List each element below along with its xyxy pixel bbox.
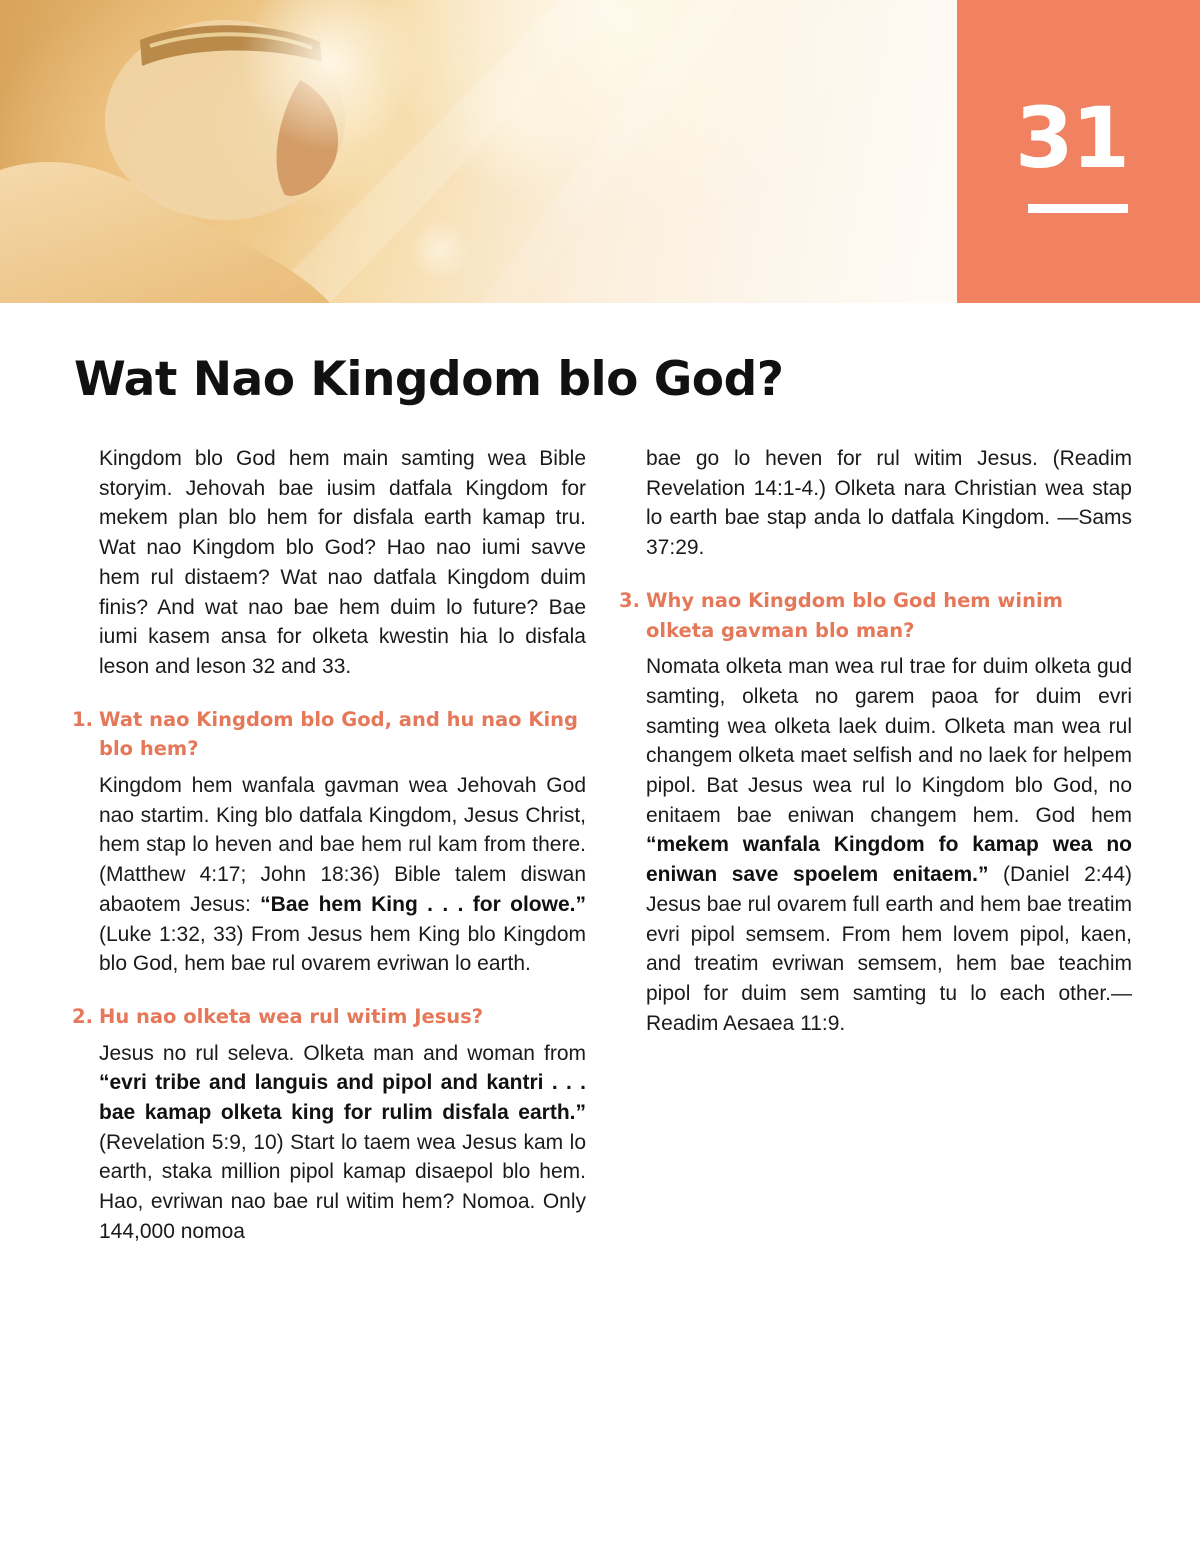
header-image <box>0 0 957 303</box>
answer-2-text-b: (Revelation 5:9, 10) Start lo taem wea Jesus kam lo earth, staka million pipol kamap disaepol blo hem. Hao, evriwan nao bae rul witim hem? Nomoa. Only 144,000 nomoa <box>99 1130 586 1243</box>
question-1 <box>72 705 586 764</box>
answer-1-text-a: Kingdom hem wanfala gavman wea Jehovah God nao startim. King blo datfala Kingdom, Jesus Christ, hem stap lo heven and bae hem rul kam from there. (Matthew 4:17; John 18:36) Bible talem diswan abaotem Jesus: <box>99 774 586 916</box>
answer-3-text-b: (Daniel 2:44) Jesus bae rul ovarem full earth and hem bae treatim evri pipol semsem. From hem lovem pipol, kaen, and treatim evriwan semsem, hem bae teachim pipol for duim sem samting tu lo each other.—Readim Aesaea 11:9. <box>646 863 1132 1035</box>
lesson-number: 31 <box>1015 89 1128 187</box>
question-2 <box>72 1002 586 1032</box>
answer-3-text-a: Nomata olketa man wea rul trae for duim olketa gud samting, olketa no garem paoa for duim evri samting wea olketa laek duim. Olketa man wea rul changem olketa maet selfish and no laek for helpem pipol. Bat Jesus wea rul lo Kingdom blo God, no enitaem bae eniwan changem hem. God hem <box>646 655 1132 827</box>
answer-2-quote: “evri tribe and languis and pipol and kantri . . . bae kamap olketa king for rulim disfala earth.” <box>99 1071 586 1125</box>
page-title: Wat Nao Kingdom blo God? <box>74 352 784 407</box>
intro-paragraph: Kingdom blo God hem main samting wea Bible storyim. Jehovah bae iusim datfala Kingdom for mekem plan blo hem for disfala earth kamap tru. Wat nao Kingdom blo God? Hao nao iumi savve hem rul distaem? Wat nao datfala Kingdom duim finis? And wat nao bae hem duim lo future? Bae iumi kasem ansa for olketa kwestin hia lo disfala leson and leson 32 and 33. <box>99 447 586 678</box>
question-1-number: 1. <box>72 707 93 731</box>
question-3-text: Why nao Kingdom blo God hem winim olketa gavman blo man? <box>646 588 1063 642</box>
answer-3-quote: “mekem wanfala Kingdom fo kamap wea no eniwan save spoelem enitaem.” <box>646 833 1132 887</box>
answer-2-continued: bae go lo heven for rul witim Jesus. (Readim Revelation 14:1-4.) Olketa nara Christian wea stap lo earth bae stap anda lo datfala Kingdom. —Sams 37:29. <box>646 447 1132 560</box>
right-column <box>619 444 1132 1038</box>
answer-1-paragraph <box>72 771 586 979</box>
answer-1-text-b: (Luke 1:32, 33) From Jesus hem King blo Kingdom blo God, hem bae rul ovarem evriwan lo earth. <box>99 922 586 976</box>
answer-1-quote: “Bae hem King . . . for olowe.” <box>260 892 586 916</box>
lesson-number-badge <box>957 0 1200 303</box>
question-1-text: Wat nao Kingdom blo God, and hu nao King blo hem? <box>99 707 578 761</box>
question-2-text: Hu nao olketa wea rul witim Jesus? <box>99 1004 484 1028</box>
lesson-number-underline <box>1028 204 1128 213</box>
answer-3-paragraph <box>619 652 1132 1038</box>
answer-2-text-a: Jesus no rul seleva. Olketa man and woman from <box>99 1041 586 1065</box>
king-illustration <box>0 0 957 303</box>
left-column <box>72 444 586 1247</box>
question-3-number: 3. <box>619 588 640 612</box>
question-2-number: 2. <box>72 1004 93 1028</box>
question-3 <box>619 586 1132 645</box>
answer-2-paragraph <box>72 1039 586 1247</box>
